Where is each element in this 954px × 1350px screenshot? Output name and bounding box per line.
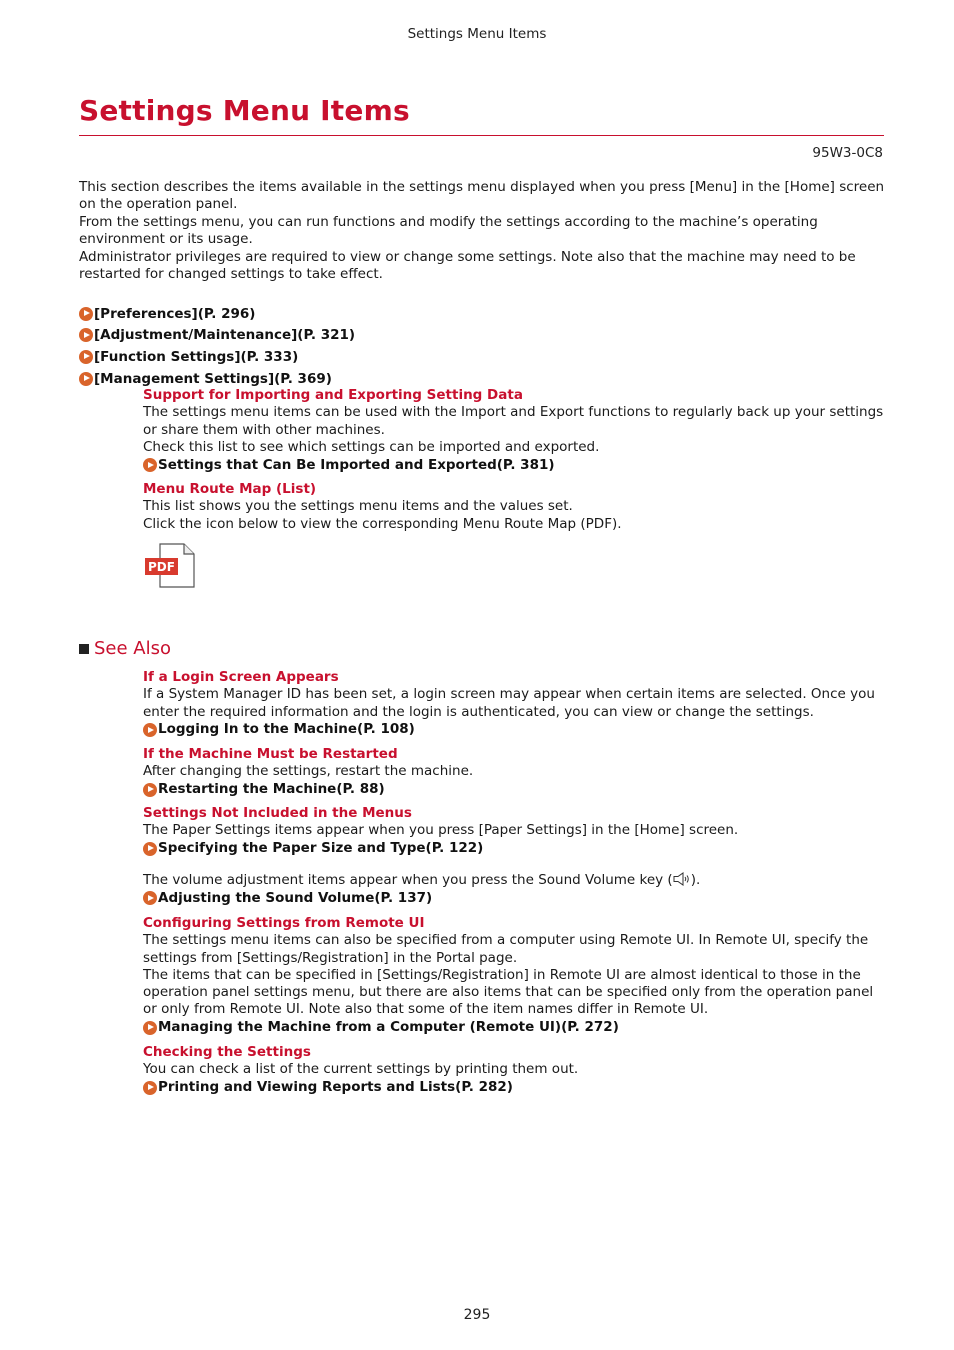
link-remote-ui[interactable] [143,1018,888,1036]
route-map-text: This list shows you the settings menu items and the values set. [143,498,573,515]
support-import-export-section [143,387,888,474]
restart-section [143,746,888,799]
arrow-right-icon [79,328,93,342]
arrow-right-icon [143,723,157,737]
svg-text:PDF: PDF [148,560,175,574]
see-also-heading [79,638,171,659]
arrow-right-icon [79,307,93,321]
arrow-right-icon [79,350,93,364]
arrow-right-icon [143,1081,157,1095]
link-restarting-machine[interactable] [143,781,888,799]
intro-text [79,179,887,283]
restart-text: After changing the settings, restart the machine. [143,763,474,780]
link-label: Printing and Viewing Reports and Lists(P. 282) [158,1079,513,1096]
not-included-heading: Settings Not Included in the Menus [143,805,412,821]
intro-paragraph: This section describes the items available in the settings menu displayed when you press [Menu] in the [Home] screen on the operation panel. [79,179,885,213]
remote-ui-text: The settings menu items can also be specified from a computer using Remote UI. In Remote UI, specify the settings from [Settings/Registration] in the Portal page. [143,932,869,966]
link-label: Adjusting the Sound Volume(P. 137) [158,889,433,906]
link-reports-lists[interactable] [143,1079,888,1097]
link-label: Managing the Machine from a Computer (Remote UI)(P. 272) [158,1019,619,1036]
page-title: Settings Menu Items [79,94,410,127]
arrow-right-icon [143,458,157,472]
not-included-text: The Paper Settings items appear when you press [Paper Settings] in the [Home] screen. [143,822,739,839]
page-number: 295 [463,1307,491,1323]
checking-settings-section [143,1044,888,1097]
arrow-right-icon [143,842,157,856]
arrow-right-icon [143,1021,157,1035]
volume-text: The volume adjustment items appear when you press the Sound Volume key ( ). [143,872,701,888]
link-label: Logging In to the Machine(P. 108) [158,721,415,738]
link-adjusting-sound-volume[interactable] [143,889,888,907]
arrow-right-icon [143,891,157,905]
login-heading: If a Login Screen Appears [143,669,339,685]
link-function-settings[interactable] [79,346,355,368]
section-links [79,303,355,389]
link-label: Restarting the Machine(P. 88) [158,781,385,798]
link-label: [Preferences](P. 296) [94,305,256,322]
route-map-heading: Menu Route Map (List) [143,481,317,497]
document-code: 95W3-0C8 [812,145,883,161]
link-logging-in[interactable] [143,721,888,739]
remote-ui-heading: Configuring Settings from Remote UI [143,915,425,931]
login-screen-section [143,669,888,739]
link-label: Settings that Can Be Imported and Exported(P. 381) [158,456,555,473]
menu-route-map-section [143,481,888,533]
link-paper-size-type[interactable] [143,840,888,858]
link-import-export-settings[interactable] [143,456,888,474]
support-text: Check this list to see which settings can be imported and exported. [143,438,600,455]
login-text: If a System Manager ID has been set, a login screen may appear when certain items are selected. Once you enter the required information and the login is authenticated, you can view or change the settings. [143,686,875,720]
intro-paragraph: Administrator privileges are required to view or change some settings. Note also that the machine may need to be restarted for changed settings to take effect. [79,248,856,283]
route-map-text: Click the icon below to view the corresponding Menu Route Map (PDF). [143,515,622,532]
remote-ui-section [143,915,888,1037]
remote-ui-text: The items that can be specified in [Settings/Registration] in Remote UI are almost identical to those in the operation panel settings menu, but there are also items that can be specified only from the operation panel or only from Remote UI. Note also that some of the item names differ in Remote UI. [143,966,874,1018]
running-header: Settings Menu Items [407,26,547,42]
intro-paragraph: From the settings menu, you can run functions and modify the settings according to the machine’s operating environment or its usage. [79,213,818,248]
arrow-right-icon [79,372,93,386]
sound-volume-icon [673,872,691,886]
square-bullet-icon [79,644,89,654]
support-text: The settings menu items can be used with the Import and Export functions to regularly back up your settings or share them with other machines. [143,404,884,438]
arrow-right-icon [143,783,157,797]
see-also-label: See Also [94,638,172,659]
link-label: [Function Settings](P. 333) [94,348,299,365]
link-adjustment-maintenance[interactable] [79,325,355,347]
link-preferences[interactable] [79,303,355,325]
checking-heading: Checking the Settings [143,1044,311,1060]
link-label: [Management Settings](P. 369) [94,370,332,387]
link-label: Specifying the Paper Size and Type(P. 122) [158,840,484,857]
link-label: [Adjustment/Maintenance](P. 321) [94,327,356,344]
checking-text: You can check a list of the current settings by printing them out. [143,1061,579,1078]
not-included-section [143,805,888,908]
restart-heading: If the Machine Must be Restarted [143,746,398,762]
pdf-icon[interactable] [144,543,196,588]
title-rule [79,135,884,136]
support-heading: Support for Importing and Exporting Setting Data [143,387,523,403]
